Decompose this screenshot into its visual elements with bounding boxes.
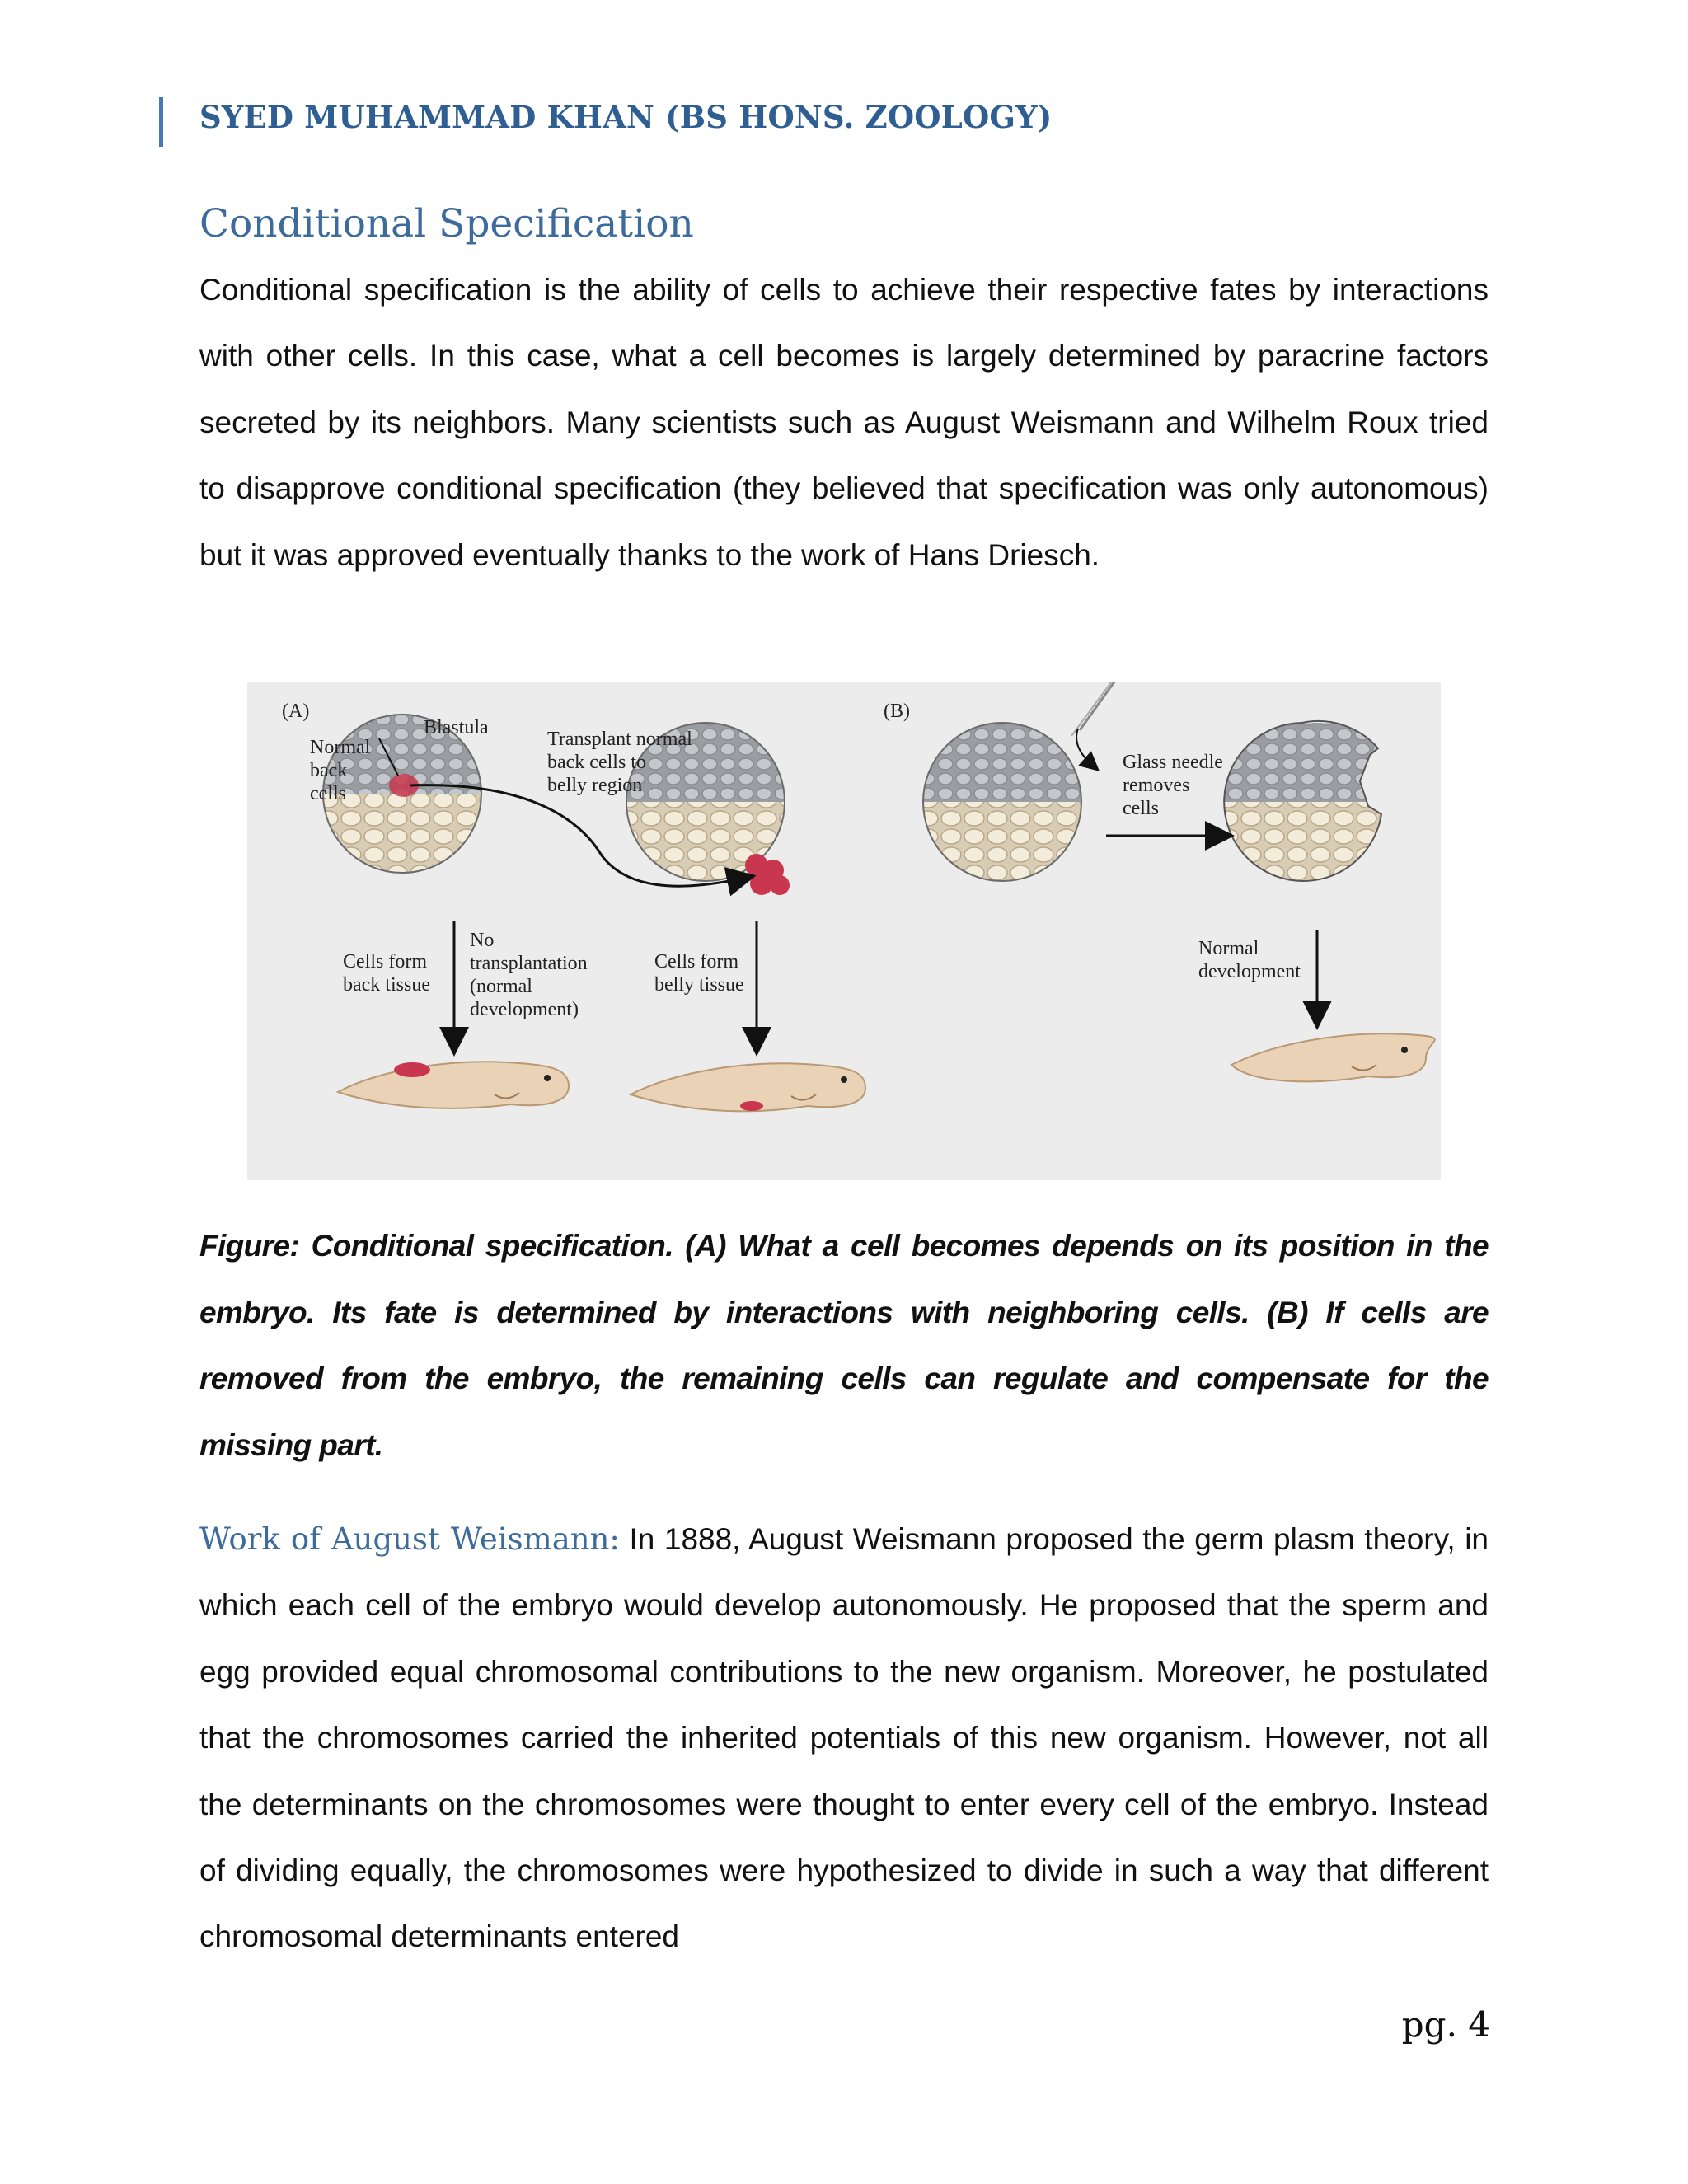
label-no-transplant-4: development) bbox=[470, 999, 579, 1020]
page-number: pg. 4 bbox=[1401, 2004, 1490, 2045]
glass-needle bbox=[1080, 682, 1137, 730]
label-transplant-3: belly region bbox=[547, 775, 643, 796]
label-needle-2: removes bbox=[1123, 775, 1190, 796]
label-belly-tissue-1: Cells form bbox=[654, 951, 738, 972]
tadpole-normal-development bbox=[1231, 1033, 1435, 1081]
label-needle-1: Glass needle bbox=[1123, 752, 1223, 773]
label-no-transplant-3: (normal bbox=[470, 976, 532, 997]
label-blastula: Blastula bbox=[424, 717, 489, 738]
label-needle-3: cells bbox=[1123, 798, 1159, 819]
label-panel-b: (B) bbox=[884, 701, 910, 722]
label-back-tissue-1: Cells form bbox=[343, 951, 427, 972]
section-title: Conditional Specification bbox=[199, 201, 694, 246]
needle-pointer bbox=[1076, 729, 1092, 765]
label-transplant-1: Transplant normal bbox=[547, 729, 692, 750]
weismann-body: In 1888, August Weismann proposed the germ plasm theory, in which each cell of the embryo would develop autonomously. He proposed that the sperm and egg provided equal chromosomal contributions to the new organism. Moreover, he postulated that the chromosomes carried the inherited potentials of this new organism. However, not all the determinants on the chromosomes were thought to enter every cell of the embryo. Instead of dividing equally, the chromosomes were hypothesized to divide in such a way that different chromosomal determinants entered bbox=[199, 1522, 1489, 1954]
weismann-heading: Work of August Weismann: bbox=[199, 1521, 620, 1557]
blastula-b-notched bbox=[1223, 721, 1381, 884]
label-panel-a: (A) bbox=[282, 701, 310, 722]
label-normal-dev-2: development bbox=[1198, 961, 1301, 982]
tadpole-back-tissue bbox=[338, 1062, 569, 1108]
label-normal-back-1: Normal bbox=[310, 737, 371, 758]
label-normal-dev-1: Normal bbox=[1198, 938, 1259, 959]
page-header-title: SYED MUHAMMAD KHAN (BS HONS. ZOOLOGY) bbox=[199, 99, 1053, 135]
blastula-b-intact bbox=[923, 723, 1081, 884]
label-back-tissue-2: back tissue bbox=[343, 974, 430, 996]
label-normal-back-3: cells bbox=[310, 783, 346, 804]
label-no-transplant-2: transplantation bbox=[470, 953, 588, 974]
weismann-paragraph bbox=[199, 1507, 1489, 1971]
figure-caption: Figure: Conditional specification. (A) What a cell becomes depends on its position in the embryo. Its fate is determined by interactions with neighboring cells. (B) If cells are removed from the embryo, the remaining cells can regulate and compensate for the missing part. bbox=[199, 1229, 1489, 1462]
header-accent-bar bbox=[159, 97, 163, 147]
label-normal-back-2: back bbox=[310, 760, 348, 781]
intro-paragraph: Conditional specification is the ability of cells to achieve their respective fates by interactions with other cells. In this case, what a cell becomes is largely determined by paracrine factors secreted by its neighbors. Many scientists such as August Weismann and Wilhelm Roux tried to disapprove conditional specification (they believed that specification was only autonomous) but it was approved eventually thanks to the work of Hans Driesch. bbox=[199, 273, 1489, 572]
label-no-transplant-1: No bbox=[470, 930, 495, 951]
label-belly-tissue-2: belly tissue bbox=[654, 974, 744, 996]
tadpole-belly-tissue bbox=[631, 1063, 865, 1111]
conditional-specification-figure bbox=[247, 682, 1441, 1180]
label-transplant-2: back cells to bbox=[547, 752, 646, 773]
